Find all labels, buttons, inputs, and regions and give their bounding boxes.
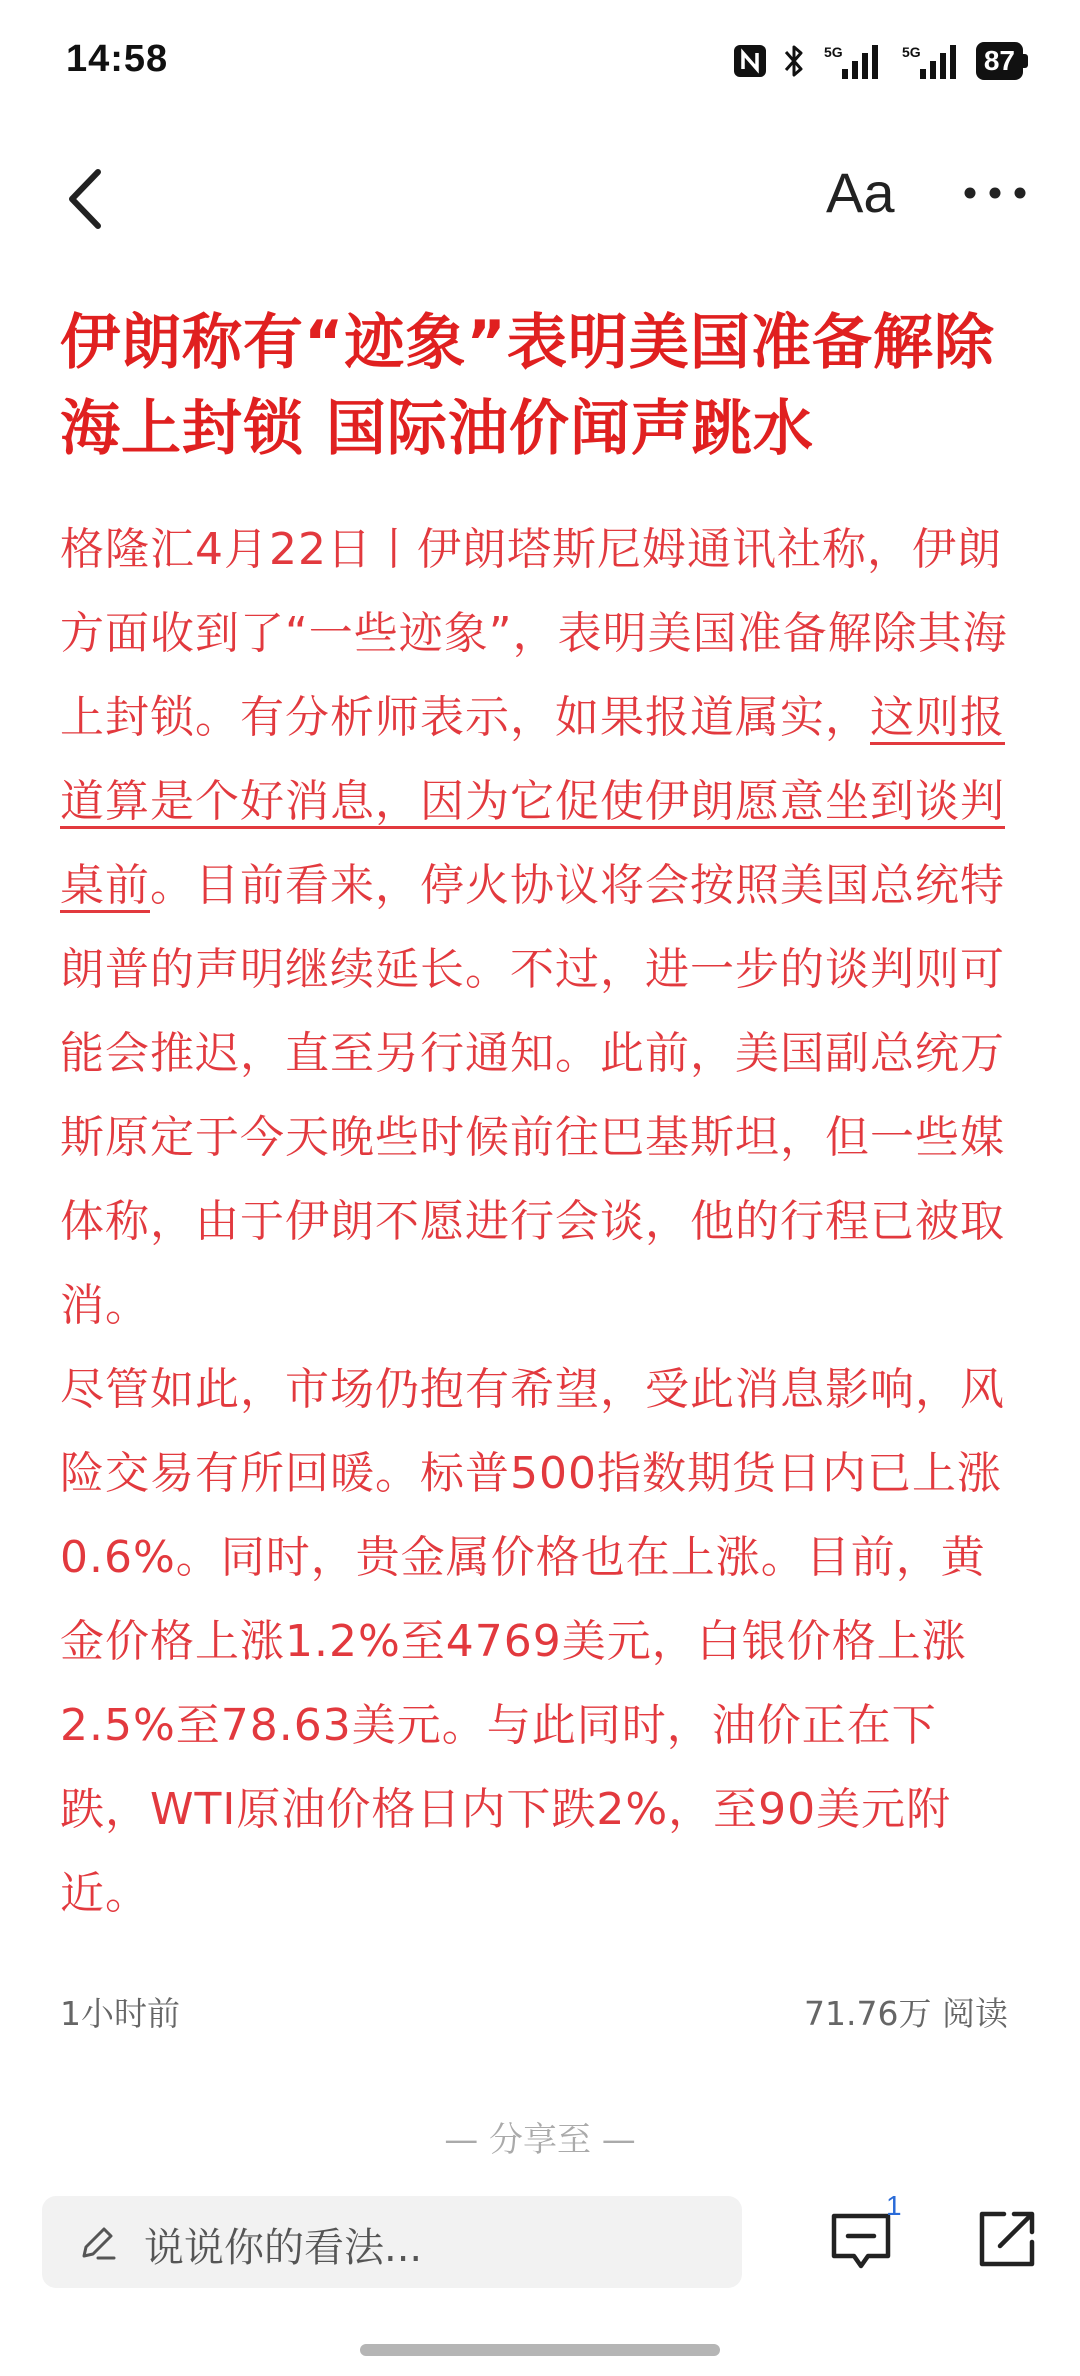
read-count: 71.76万 阅读: [804, 1994, 1008, 2033]
publish-time: 1小时前: [60, 1994, 180, 2033]
share-divider: — 分享至 —: [444, 2120, 636, 2160]
status-bar: [0, 0, 1080, 125]
article-title: 伊朗称有“迹象”表明美国准备解除海上封锁 国际油价闻声跳水: [60, 308, 995, 464]
bluetooth-icon: [782, 42, 806, 80]
article-body: [60, 508, 1020, 1936]
underlined-quote[interactable]: 这则报道算是个好消息，因为它促使伊朗愿意坐到谈判桌前: [60, 692, 1005, 911]
svg-text:5G: 5G: [823, 44, 843, 60]
battery-tip: [1023, 54, 1028, 68]
svg-text:5G: 5G: [901, 44, 921, 60]
signal-5g-icon-1: [820, 41, 884, 81]
home-indicator[interactable]: [360, 2344, 720, 2356]
nfc-icon: [732, 43, 768, 79]
font-size-button[interactable]: Aa: [826, 161, 895, 224]
article-paragraph-1: [60, 508, 1020, 1348]
status-time: 14:58: [66, 38, 169, 80]
article-paragraph-2: 尽管如此，市场仍抱有希望，受此消息影响，风险交易有所回暖。标普500指数期货日内已上涨0.6%。同时，贵金属价格也在上涨。目前，黄金价格上涨1.2%至4769美元，白银价格上涨2.5%至78.63美元。与此同时，油价正在下跌，WTI原油价格日内下跌2%，至90美元附近。: [60, 1364, 1005, 1919]
para1-text-end: 。目前看来，停火协议将会按照美国总统特朗普的声明继续延长。不过，进一步的谈判则可能会推迟，直至另行通知。此前，美国副总统万斯原定于今天晚些时候前往巴基斯坦，但一些媒体称，由于伊朗不愿进行会谈，他的行程已被取消。: [60, 860, 1005, 1331]
comment-placeholder: 说说你的看法...: [144, 2225, 423, 2271]
top-nav-bar: [0, 140, 1080, 250]
comment-input[interactable]: [42, 2196, 742, 2288]
battery-level: 87: [976, 42, 1023, 80]
pen-icon: [76, 2220, 120, 2264]
battery-indicator: [976, 42, 1028, 80]
share-icon[interactable]: [974, 2206, 1040, 2272]
signal-5g-icon-2: [898, 41, 962, 81]
para1-text-start: 格隆汇4月22日丨伊朗塔斯尼姆通讯社称，伊朗方面收到了“一些迹象”，表明美国准备解除其海上封锁。有分析师表示，如果报道属实，: [60, 524, 1008, 743]
status-icons: [732, 40, 1028, 82]
comment-count-badge: 1: [886, 2190, 902, 2221]
more-icon[interactable]: [960, 168, 1030, 218]
back-icon[interactable]: [56, 164, 116, 234]
